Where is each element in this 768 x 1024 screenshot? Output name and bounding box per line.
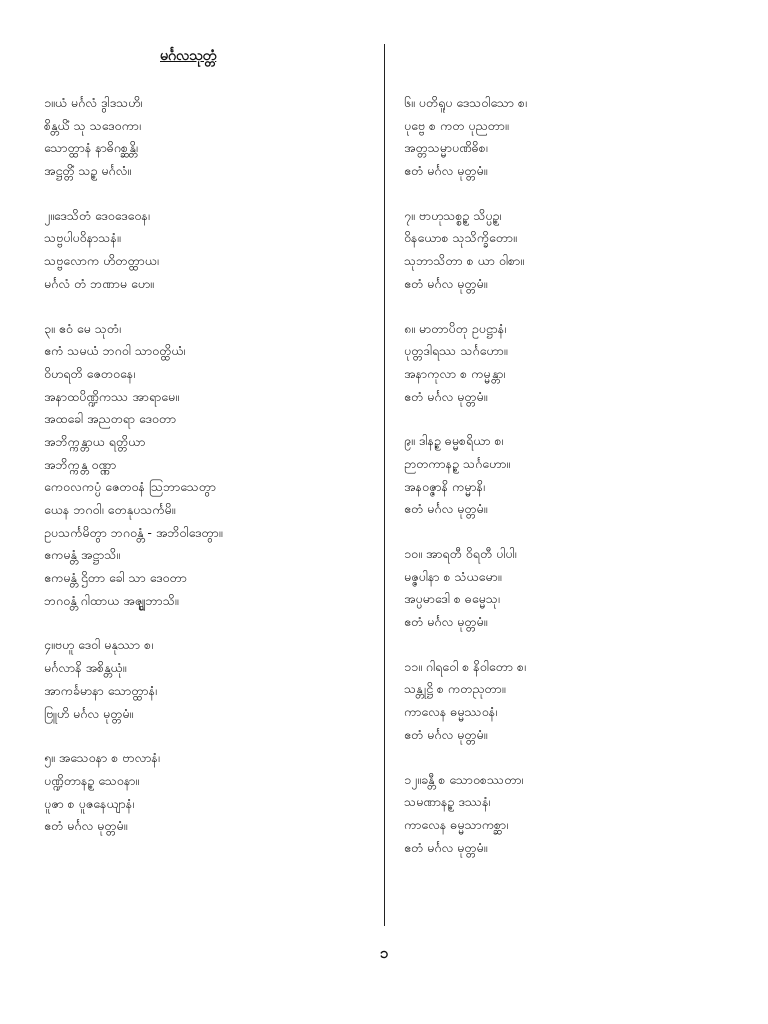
right-column bbox=[404, 92, 724, 881]
verse-line: ဗြူဟိ မင်္ဂလ မုတ္တမံ။ bbox=[44, 705, 134, 721]
verse-line: ၁၀။ အာရတီ ဝိရတီ ပါပါ၊ bbox=[404, 546, 517, 561]
verse-line: အဘိက္ကန္တ ဝဏ္ဏာ bbox=[44, 456, 117, 472]
verse-line: အဋ္ဌတ္တိံ သဉ္စ မင်္ဂလံ။ bbox=[44, 163, 132, 179]
verse-line: ပုတ္တဒါရဿ သင်္ဂဟော။ bbox=[404, 343, 508, 359]
stanza-8 bbox=[404, 318, 724, 409]
verse-line: ဝိနယောစ သုသိက္ခိတော။ bbox=[404, 230, 517, 246]
verse-line: ဧတံ မင်္ဂလ မုတ္တမံ။ bbox=[404, 726, 488, 742]
verse-line: အာကင်္ခမာနာ သောတ္ထာနံ၊ bbox=[44, 682, 158, 698]
verse-line: ပူဇာ စ ပူဇနေယျာနံ၊ bbox=[44, 795, 135, 811]
verse-line: ၆။ ပတိရူပ ဒေသဝါသော စ၊ bbox=[404, 95, 527, 110]
stanza-10 bbox=[404, 543, 724, 634]
verse-line: ဧတံ မင်္ဂလ မုတ္တမံ။ bbox=[404, 275, 488, 291]
page-number: ၁ bbox=[379, 944, 389, 962]
stanza-11 bbox=[404, 656, 724, 747]
verse-line: ဧတံ မင်္ဂလ မုတ္တမံ။ bbox=[44, 818, 128, 834]
stanza-2 bbox=[44, 205, 364, 296]
verse-line: ဝိဟရတိ ဇေတဝနေ၊ bbox=[44, 365, 136, 381]
verse-line: ၁၁။ ဂါရဝေါ စ နိဝါတော စ၊ bbox=[404, 658, 526, 674]
verse-line: အပ္ပမာဒေါ စ ဓမ္မေသု၊ bbox=[404, 591, 500, 607]
verse-line: သဗ္ဗပါပဝိနာသနံ။ bbox=[44, 230, 121, 246]
verse-line: သဗ္ဗလောက ဟိတတ္ထာယ၊ bbox=[44, 253, 159, 269]
verse-line: ၈။ မာတာပိတု ဥပဋ္ဌာနံ၊ bbox=[404, 320, 507, 336]
stanza-4 bbox=[44, 634, 364, 725]
verse-line: အနဝဇ္ဇာနိ ကမ္မာနိ၊ bbox=[404, 478, 485, 494]
verse-line: ၁၂။ခန္တီ စ သောဝစဿတာ၊ bbox=[404, 771, 524, 787]
page-title: မင်္ဂလသုတ္တံ bbox=[160, 48, 217, 64]
stanza-7 bbox=[404, 205, 724, 296]
verse-line: ပုဗ္ဗေ စ ကတ ပုညတာ။ bbox=[404, 117, 509, 133]
verse-line: ၇။ ဗာဟုသစ္စဉ္စ သိပ္ပဉ္စ၊ bbox=[404, 207, 502, 223]
verse-line: ကာလေန ဓမ္မသာကစ္ဆာ၊ bbox=[404, 816, 509, 832]
verse-line: မဇ္ဇပါနာ စ သံယမော။ bbox=[404, 568, 502, 584]
verse-line: အထခေါ အညတရာ ဒေဝတာ bbox=[44, 411, 177, 427]
verse-line: အဘိက္ကန္တာယ ရတ္တိယာ bbox=[44, 433, 146, 449]
verse-line: ၅။ အသေဝနာ စ ဗာလာနံ၊ bbox=[44, 750, 160, 766]
verse-line: မင်္ဂလံ တံ ဘဏာမ ဟေ။ bbox=[44, 275, 154, 291]
verse-line: ဧတံ မင်္ဂလ မုတ္တမံ။ bbox=[404, 614, 488, 630]
verse-line: ၉။ ဒါနဉ္စ ဓမ္မစရိယာ စ၊ bbox=[404, 433, 504, 449]
verse-line: ဧတံ မင်္ဂလ မုတ္တမံ။ bbox=[404, 501, 488, 517]
verse-line: ၄။ဗဟူ ဒေဝါ မနုဿာ စ၊ bbox=[44, 637, 154, 653]
verse-line: ဥပသင်္ကမိတွာ ဘဂဝန္တံ - အဘိဝါဒေတွာ။ bbox=[44, 524, 223, 540]
column-divider bbox=[384, 44, 385, 926]
verse-line: ပဏ္ဍိတာနဉ္စ သေဝနာ။ bbox=[44, 772, 140, 788]
stanza-12 bbox=[404, 769, 724, 860]
verse-line: စိန္တယိံ သု သဒေဝကာ၊ bbox=[44, 117, 141, 133]
stanza-5 bbox=[44, 747, 364, 838]
verse-line: ဧတံ မင်္ဂလ မုတ္တမံ။ bbox=[404, 388, 488, 404]
verse-line: ကေဝလကပ္ပံ ဇေတဝနံ ဩဘာသေတွာ bbox=[44, 479, 216, 495]
stanza-6 bbox=[404, 92, 724, 183]
verse-line: သန္တုဋ္ဌိ စ ကတညုတာ။ bbox=[404, 681, 506, 697]
verse-line: သုဘာသိတာ စ ယာ ဝါစာ။ bbox=[404, 253, 525, 269]
verse-line: သောတ္ထာနံ နာဓိဂစ္ဆန္တိ၊ bbox=[44, 140, 138, 156]
verse-line: ဧကမန္တံ အဋ္ဌာသိ။ bbox=[44, 547, 121, 563]
verse-line: ၁။ယံ မင်္ဂလံ ဒွါဒသဟိ၊ bbox=[44, 95, 143, 110]
verse-line: ဧတံ မင်္ဂလ မုတ္တမံ။ bbox=[404, 839, 488, 855]
verse-line: မင်္ဂလာနိ အစိန္တယုံ။ bbox=[44, 660, 127, 676]
verse-line: ၂။ဒေသိတံ ဒေဝဒေဝေန၊ bbox=[44, 207, 150, 223]
verse-line: ဧတံ မင်္ဂလ မုတ္တမံ။ bbox=[404, 163, 488, 179]
verse-line: အနာထပိဏ္ဍိကဿ အာရာမေ။ bbox=[44, 388, 179, 404]
verse-line: ဧကံ သမယံ ဘဂဝါ သာဝတ္ထိယံ၊ bbox=[44, 343, 186, 359]
verse-line: အတ္တသမ္မာပဏိဓိစ၊ bbox=[404, 140, 488, 156]
left-column bbox=[44, 92, 364, 860]
stanza-3 bbox=[44, 318, 364, 613]
verse-line: သမဏာနဉ္စ ဒဿနံ၊ bbox=[404, 794, 491, 810]
verse-line: ဧကမန္တံ ဌိတာ ခေါ သာ ဒေဝတာ bbox=[44, 570, 187, 586]
verse-line: ဘဂဝန္တံ ဂါထာယ အၛ္ဈဘာသိ။ bbox=[44, 592, 179, 608]
verse-line: ဉာတကာနဉ္စ သင်္ဂဟော။ bbox=[404, 455, 511, 471]
stanza-1 bbox=[44, 92, 364, 183]
stanza-9 bbox=[404, 430, 724, 521]
verse-line: ယေန ဘဂဝါ၊ တေနုပသင်္ကမိ။ bbox=[44, 502, 176, 517]
verse-line: အနာကုလာ စ ကမ္မန္တာ၊ bbox=[404, 365, 506, 381]
verse-line: ၃။ ဧဝံ မေ သုတံ၊ bbox=[44, 320, 121, 336]
verse-line: ကာလေန ဓမ္မဿဝနံ၊ bbox=[404, 704, 498, 720]
